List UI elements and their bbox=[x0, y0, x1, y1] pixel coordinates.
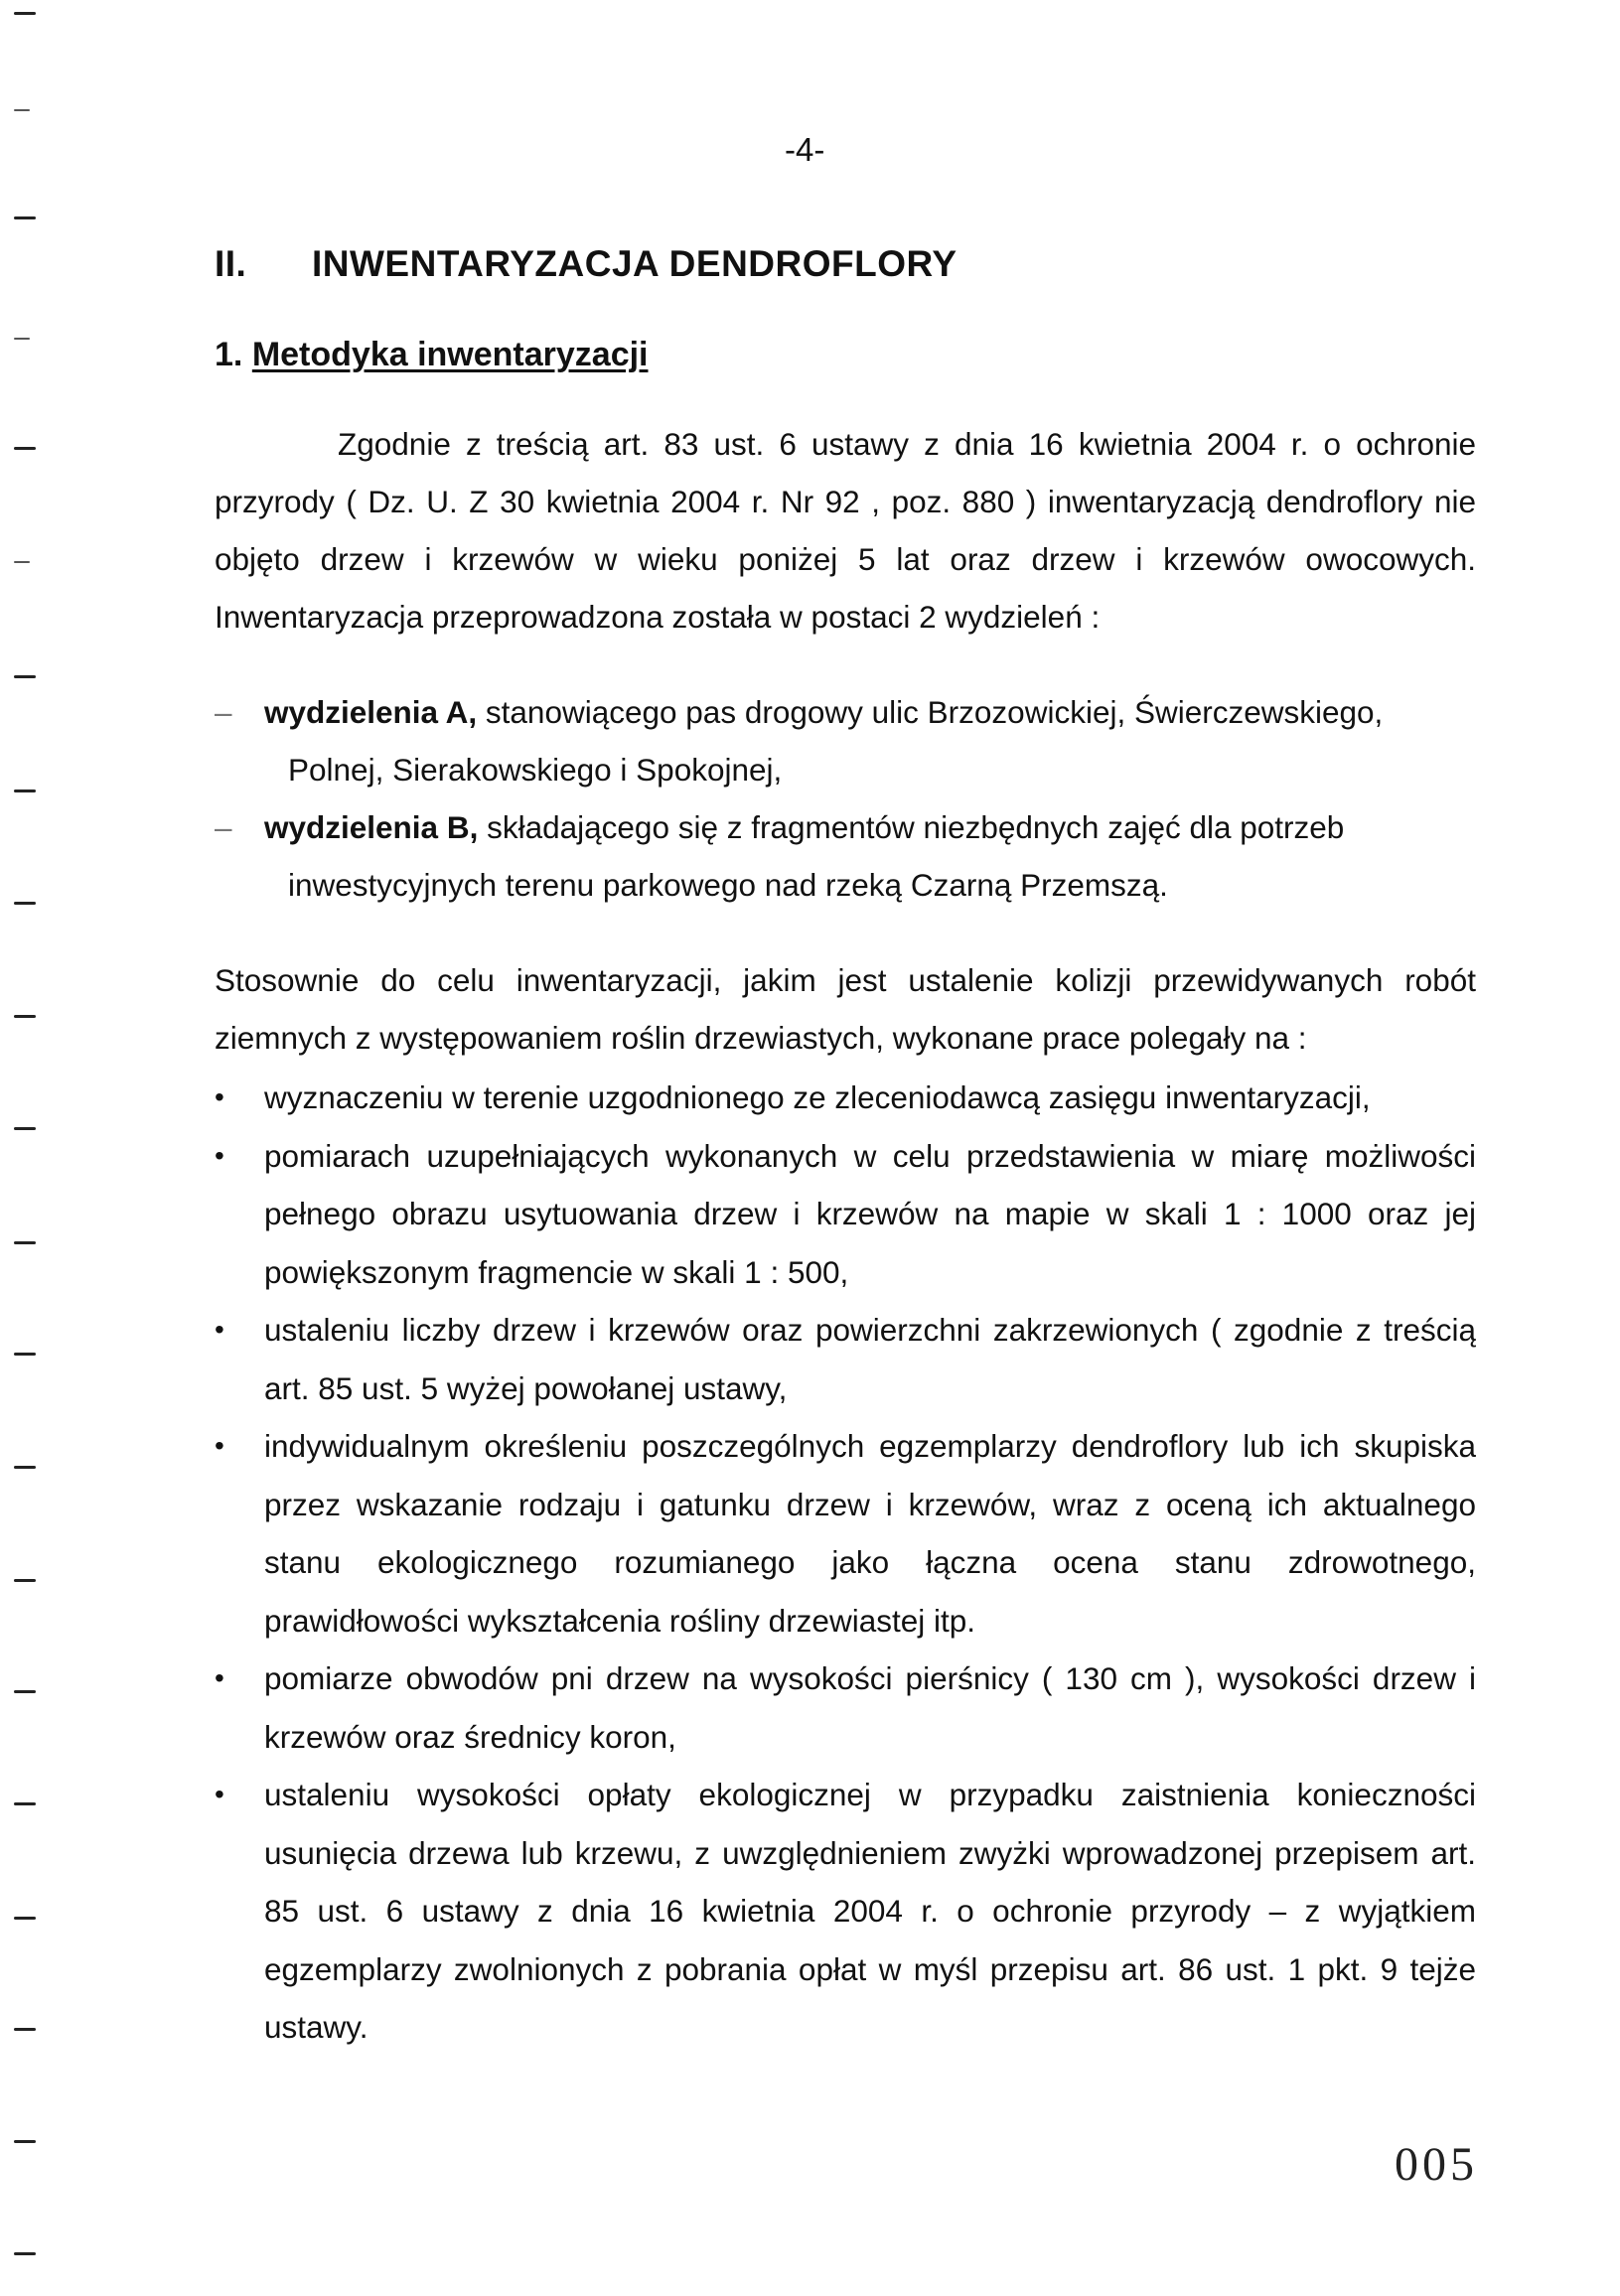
division-text: stanowiącego pas drogowy ulic Brzozowickiej, Świerczewskiego, bbox=[477, 694, 1384, 730]
division-text-continued: Polnej, Sierakowskiego i Spokojnej, bbox=[288, 752, 783, 788]
subsection-number: 1. bbox=[215, 336, 243, 373]
margin-mark bbox=[14, 1241, 36, 1244]
margin-mark bbox=[14, 675, 36, 678]
task-text: indywidualnym określeniu poszczególnych egzemplarzy dendroflory lub ich skupiska przez wskazanie rodzaju i gatunku drzew i krzewów, wraz z oceną ich aktualnego stanu ekologicznego rozumianego jako łączna ocena stanu zdrowotnego, prawidłowości wykształcenia rośliny drzewiastej itp. bbox=[264, 1428, 1476, 1639]
bullet-icon: • bbox=[215, 1081, 224, 1112]
division-text: składającego się z fragmentów niezbędnych zajęć dla potrzeb bbox=[478, 809, 1345, 845]
margin-mark bbox=[14, 109, 30, 111]
list-item bbox=[215, 1766, 1476, 2057]
section-title: INWENTARYZACJA DENDROFLORY bbox=[312, 243, 957, 284]
bullet-icon: • bbox=[215, 1314, 224, 1345]
margin-mark bbox=[14, 2252, 36, 2255]
intro-paragraph: Zgodnie z treścią art. 83 ust. 6 ustawy z dnia 16 kwietnia 2004 r. o ochronie przyrody ( Dz. U. Z 30 kwietnia 2004 r. Nr 92 , poz. 880 ) inwentaryzacją dendroflory nie objęto drzew i krzewów w wieku poniżej 5 lat oraz drzew i krzewów owocowych. Inwentaryzacja przeprowadzona została w postaci 2 wydzieleń : bbox=[215, 426, 1476, 635]
task-text: pomiarach uzupełniających wykonanych w celu przedstawienia w miarę możliwości pełnego obrazu usytuowania drzew i krzewów na mapie w skali 1 : 1000 oraz jej powiększonym fragmencie w skali 1 : 500, bbox=[264, 1137, 1476, 1290]
list-item bbox=[215, 1127, 1476, 1302]
division-label: wydzielenia B, bbox=[264, 809, 479, 845]
dash-marker: – bbox=[215, 809, 232, 845]
margin-mark bbox=[14, 216, 36, 219]
margin-mark bbox=[14, 1466, 36, 1469]
division-label: wydzielenia A, bbox=[264, 694, 478, 730]
list-item bbox=[215, 1417, 1476, 1650]
subsection-heading bbox=[215, 336, 649, 374]
margin-mark bbox=[14, 12, 36, 15]
margin-mark bbox=[14, 902, 36, 905]
tasks-list bbox=[215, 1069, 1476, 2057]
subsection-title: Metodyka inwentaryzacji bbox=[251, 336, 649, 373]
divisions-list bbox=[215, 683, 1476, 914]
section-heading bbox=[215, 243, 957, 285]
list-item bbox=[215, 798, 1476, 914]
task-text: ustaleniu wysokości opłaty ekologicznej w przypadku zaistnienia konieczności usunięcia drzewa lub krzewu, z uwzględnieniem zwyżki wprowadzonej przepisem art. 85 ust. 6 ustawy z dnia 16 kwietnia 2004 r. o ochronie przyrody – z wyjątkiem egzemplarzy zwolnionych z pobrania opłat w myśl przepisu art. 86 ust. 1 pkt. 9 tejże ustawy. bbox=[264, 1777, 1476, 2045]
stamp-number: 005 bbox=[1395, 2138, 1478, 2191]
margin-mark bbox=[14, 1690, 36, 1693]
page-number: -4- bbox=[785, 131, 825, 168]
margin-mark bbox=[14, 789, 36, 792]
margin-mark bbox=[14, 1802, 36, 1805]
list-item bbox=[215, 1069, 1476, 1127]
bullet-icon: • bbox=[215, 1430, 224, 1461]
dash-marker: – bbox=[215, 694, 232, 730]
margin-mark bbox=[14, 1127, 36, 1130]
task-text: wyznaczeniu w terenie uzgodnionego ze zleceniodawcą zasięgu inwentaryzacji, bbox=[264, 1079, 1371, 1115]
margin-mark bbox=[14, 561, 30, 563]
list-item bbox=[215, 683, 1476, 798]
section-number: II. bbox=[215, 243, 247, 284]
margin-mark bbox=[14, 338, 30, 340]
list-item bbox=[215, 1301, 1476, 1417]
margin-mark bbox=[14, 1015, 36, 1018]
list-item bbox=[215, 1650, 1476, 1766]
margin-mark bbox=[14, 1353, 36, 1356]
division-text-continued: inwestycyjnych terenu parkowego nad rzeką Czarną Przemszą. bbox=[288, 867, 1168, 903]
margin-mark bbox=[14, 1917, 36, 1920]
purpose-paragraph: Stosownie do celu inwentaryzacji, jakim jest ustalenie kolizji przewidywanych robót ziemnych z występowaniem roślin drzewiastych, wykonane prace polegały na : bbox=[215, 962, 1476, 1056]
task-text: ustaleniu liczby drzew i krzewów oraz powierzchni zakrzewionych ( zgodnie z treścią art. 85 ust. 5 wyżej powołanej ustawy, bbox=[264, 1312, 1476, 1406]
margin-mark bbox=[14, 2140, 36, 2143]
task-text: pomiarze obwodów pni drzew na wysokości pierśnicy ( 130 cm ), wysokości drzew i krzewów oraz średnicy koron, bbox=[264, 1660, 1476, 1755]
margin-mark bbox=[14, 2028, 36, 2031]
bullet-icon: • bbox=[215, 1139, 224, 1171]
bullet-icon: • bbox=[215, 1662, 224, 1693]
bullet-icon: • bbox=[215, 1779, 224, 1809]
margin-mark bbox=[14, 447, 36, 450]
margin-mark bbox=[14, 1579, 36, 1582]
